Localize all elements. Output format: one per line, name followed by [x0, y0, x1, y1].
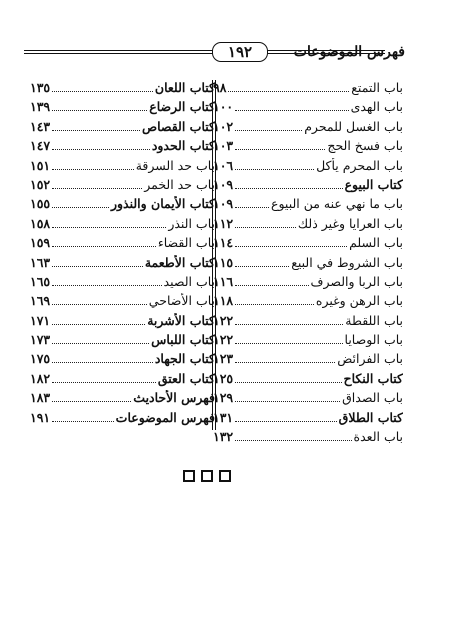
dot-leader [235, 219, 296, 228]
dot-leader [52, 122, 140, 131]
ornament-square [201, 470, 213, 482]
toc-entry-title: كتاب القصاص [141, 118, 215, 134]
toc-entry-page: ١١٤ [213, 235, 234, 251]
ornament-square [219, 470, 231, 482]
dot-leader [52, 277, 161, 286]
toc-entry [30, 410, 215, 429]
toc-entry [213, 177, 403, 196]
toc-entry-title: كتاب اللعان [154, 80, 215, 95]
toc-entry-page: ١٢٢ [213, 332, 234, 348]
toc-entry-title: باب الهدى [350, 99, 403, 115]
toc-entry [30, 274, 215, 293]
dot-leader [235, 296, 314, 305]
toc-entry-page: ١٦٥ [30, 273, 51, 289]
toc-entry [213, 255, 403, 274]
toc-entry-title: باب الغسل للمحرم [304, 118, 403, 134]
dot-leader [235, 122, 302, 131]
dot-leader [235, 277, 308, 286]
toc-entry-title: كتاب الأشربة [147, 312, 215, 328]
ornament-square [183, 470, 195, 482]
toc-entry [213, 410, 403, 429]
toc-entry [30, 196, 215, 215]
dot-leader [52, 83, 153, 92]
toc-entry-title: باب القضاء [157, 235, 215, 251]
toc-entry-page: ٩٨ [213, 80, 227, 95]
toc-entry [30, 99, 215, 118]
toc-entry-page: ١٥٩ [30, 235, 51, 251]
toc-entry [213, 119, 403, 138]
toc-entry-title: كتاب العتق [157, 370, 215, 386]
toc-entry-title: باب الرهن وغيره [315, 293, 403, 309]
toc-entry-title: باب الصيد [163, 273, 215, 289]
toc-entry-page: ١٢٢ [213, 312, 234, 328]
toc-entry-page: ١٤٣ [30, 118, 51, 134]
toc-entry-page: ١٥٢ [30, 176, 51, 192]
running-title: فهرس الموضوعات [293, 44, 405, 60]
toc-entry-page: ١٢٣ [213, 351, 234, 367]
toc-entry-page: ١٦٣ [30, 254, 51, 270]
toc-entry-title: باب حد الخمر [144, 176, 215, 192]
toc-entry [213, 429, 403, 448]
toc-entry [213, 351, 403, 370]
toc-entry [30, 158, 215, 177]
toc-entry-page: ١١٨ [213, 293, 234, 309]
toc-entry-title: باب الأضاحي [148, 293, 215, 309]
toc-entry-title: كتاب الطلاق [338, 409, 403, 425]
dot-leader [52, 219, 166, 228]
dot-leader [52, 102, 147, 111]
toc-entry-page: ١٣١ [213, 409, 234, 425]
toc-entry-title: باب الربا والصرف [310, 273, 403, 289]
dot-leader [52, 374, 156, 383]
dot-leader [52, 161, 134, 170]
toc-entry [30, 235, 215, 254]
toc-entry-page: ١٢٥ [213, 370, 234, 386]
toc-column-left [30, 80, 215, 429]
toc-entry [30, 216, 215, 235]
toc-entry [213, 216, 403, 235]
toc-entry-page: ١٧٣ [30, 332, 51, 348]
toc-entry-page: ١٠٣ [213, 138, 234, 154]
toc-entry [30, 351, 215, 370]
dot-leader [52, 354, 153, 363]
toc-entry-page: ١٣٥ [30, 80, 51, 95]
dot-leader [235, 393, 340, 402]
toc-entry-page: ١٠٢ [213, 118, 234, 134]
toc-entry [30, 177, 215, 196]
dot-leader [235, 258, 289, 267]
toc-entry-page: ١١٢ [213, 215, 234, 231]
toc-entry [30, 332, 215, 351]
toc-entry-title: باب ما نهي عنه من البيوع [271, 196, 403, 212]
dot-leader [235, 413, 337, 422]
toc-entry-title: باب الوصايا [344, 332, 403, 348]
toc-entry [30, 293, 215, 312]
dot-leader [52, 199, 109, 208]
dot-leader [228, 83, 349, 92]
toc-entry-title: باب العرايا وغير ذلك [297, 215, 403, 231]
dot-leader [235, 199, 269, 208]
dot-leader [52, 238, 156, 247]
toc-entry-title: باب النذر [168, 215, 215, 231]
dot-leader [235, 374, 341, 383]
toc-entry-title: باب التمتع [351, 80, 403, 95]
header-rule-left [24, 50, 214, 54]
dot-leader [235, 432, 351, 441]
dot-leader [235, 354, 335, 363]
toc-entry-title: كتاب الحدود [151, 138, 215, 154]
toc-entry-page: ١٤٧ [30, 138, 51, 154]
dot-leader [235, 180, 342, 189]
toc-entry-title: كتاب الأطعمة [144, 254, 215, 270]
toc-entry [30, 390, 215, 409]
toc-entry-title: باب العدة [353, 429, 403, 445]
toc-entry-page: ١٣٢ [213, 429, 234, 445]
dot-leader [52, 335, 149, 344]
toc-entry [30, 255, 215, 274]
toc-entry [213, 371, 403, 390]
toc-entry-page: ١٥٥ [30, 196, 51, 212]
dot-leader [235, 238, 347, 247]
dot-leader [235, 102, 348, 111]
toc-entry [213, 80, 403, 99]
toc-entry [213, 274, 403, 293]
toc-entry-page: ١٧١ [30, 312, 51, 328]
toc-entry-page: ١١٦ [213, 273, 234, 289]
dot-leader [52, 258, 143, 267]
toc-entry-title: باب اللقطة [345, 312, 403, 328]
dot-leader [235, 335, 342, 344]
dot-leader [52, 316, 145, 325]
toc-entry-title: فهرس الأحاديث [133, 390, 215, 406]
toc-entry [213, 390, 403, 409]
toc-entry-page: ١١٥ [213, 254, 234, 270]
toc-entry-title: باب الشروط في البيع [291, 254, 403, 270]
toc-entry-title: كتاب الأيمان والنذور [110, 196, 215, 212]
toc-entry-page: ١٦٩ [30, 293, 51, 309]
toc-entry-page: ١٥٨ [30, 215, 51, 231]
toc-entry-page: ١٧٥ [30, 351, 51, 367]
toc-entry-title: كتاب الرضاع [149, 99, 215, 115]
toc-entry-page: ١٢٩ [213, 390, 234, 406]
end-ornament [183, 470, 231, 482]
header-rule-right [265, 50, 385, 54]
toc-entry [213, 293, 403, 312]
dot-leader [52, 393, 131, 402]
toc-entry-title: كتاب اللباس [151, 332, 215, 348]
toc-entry-page: ١٠٩ [213, 176, 234, 192]
dot-leader [235, 316, 343, 325]
dot-leader [52, 180, 142, 189]
toc-entry-page: ١٠٦ [213, 157, 234, 173]
dot-leader [52, 413, 114, 422]
dot-leader [235, 161, 314, 170]
toc-entry [30, 80, 215, 99]
toc-entry [213, 99, 403, 118]
toc-entry-page: ١٨٣ [30, 390, 51, 406]
toc-entry-title: كتاب البيوع [344, 176, 403, 192]
toc-entry [213, 332, 403, 351]
toc-entry-title: باب المحرم يأكل [316, 157, 403, 173]
toc-entry-title: باب حد السرقة [135, 157, 215, 173]
toc-entry-page: ١٩١ [30, 409, 51, 425]
toc-entry-title: باب الصداق [342, 390, 403, 406]
toc-entry-title: كتاب الجهاد [154, 351, 215, 367]
toc-entry-title: باب الفرائض [337, 351, 403, 367]
toc-entry-title: باب فسخ الحج [327, 138, 403, 154]
toc-entry [213, 235, 403, 254]
toc-entry-title: فهرس الموضوعات [115, 409, 215, 425]
toc-entry-page: ١٨٢ [30, 370, 51, 386]
toc-entry [30, 119, 215, 138]
toc-entry [30, 371, 215, 390]
toc-entry-title: باب السلم [349, 235, 403, 251]
toc-entry [213, 138, 403, 157]
toc-entry [30, 138, 215, 157]
dot-leader [52, 296, 147, 305]
toc-entry-page: ١٣٩ [30, 99, 51, 115]
dot-leader [52, 141, 150, 150]
toc-column-right [213, 80, 403, 448]
toc-entry-page: ١٠٩ [213, 196, 234, 212]
dot-leader [235, 141, 325, 150]
page-number: ١٩٢ [212, 42, 268, 62]
toc-entry [213, 196, 403, 215]
toc-entry-title: كتاب النكاح [343, 370, 403, 386]
toc-entry-page: ١٥١ [30, 157, 51, 173]
toc-entry [213, 313, 403, 332]
toc-entry [30, 313, 215, 332]
toc-entry [213, 158, 403, 177]
toc-entry-page: ١٠٠ [213, 99, 234, 115]
